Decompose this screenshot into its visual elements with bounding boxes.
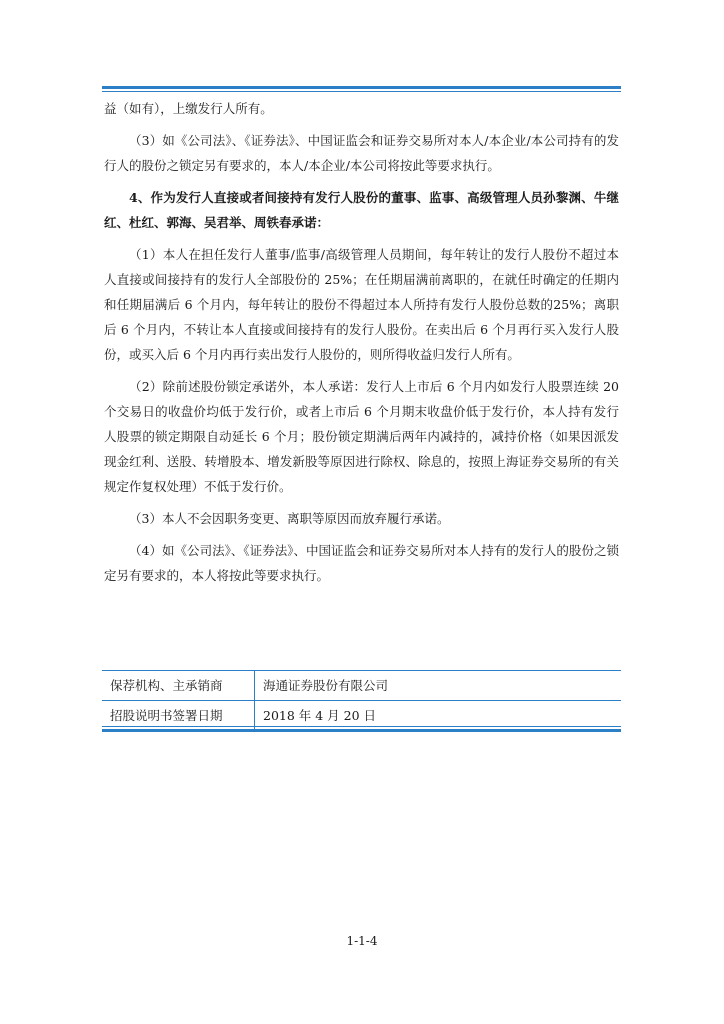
paragraph-commitment-2: （2）除前述股份锁定承诺外，本人承诺：发行人上市后 6 个月内如发行人股票连续 20 个交易日的收盘价均低于发行价，或者上市后 6 个月期末收盘价低于发行价，本人持有发行人股票的锁定期限自动延长 6 个月；股份锁定期满后两年内减持的，减持价格（如果因派发现金红利、送股、转增股本、增发新股等原因进行除权、除息的，按照上海证券交易所的有关规定作复权处理）不低于发行价。 <box>104 379 619 494</box>
header-rule-thick <box>102 86 621 89</box>
section-heading-4: 4、作为发行人直接或者间接持有发行人股份的董事、监事、高级管理人员孙黎渊、牛继红、杜红、郭海、吴君举、周铁春承诺： <box>104 190 619 230</box>
footer-rule-thick <box>102 729 621 732</box>
table-value-date: 2018 年 4 月 20 日 <box>263 708 377 723</box>
footer-rule-thin <box>102 726 621 727</box>
header-rule-thin <box>102 91 621 92</box>
paragraph-clause-3: （3）如《公司法》、《证券法》、中国证监会和证券交易所对本人/本企业/本公司持有的发行人的股份之锁定另有要求的，本人/本企业/本公司将按此等要求执行。 <box>104 133 619 173</box>
body-text <box>104 96 619 588</box>
paragraph-continuation: 益（如有），上缴发行人所有。 <box>104 101 273 116</box>
paragraph-commitment-3: （3）本人不会因职务变更、离职等原因而放弃履行承诺。 <box>129 511 450 526</box>
page-number: 1-1-4 <box>346 934 378 948</box>
table-key-sponsor: 保荐机构、主承销商 <box>102 671 255 700</box>
info-table <box>102 670 621 730</box>
paragraph-commitment-4: （4）如《公司法》、《证券法》、中国证监会和证券交易所对本人持有的发行人的股份之锁定另有要求的，本人将按此等要求执行。 <box>104 543 619 583</box>
table-value-sponsor: 海通证券股份有限公司 <box>263 678 389 693</box>
table-key-date: 招股说明书签署日期 <box>102 701 255 730</box>
paragraph-commitment-1: （1）本人在担任发行人董事/监事/高级管理人员期间，每年转让的发行人股份不超过本人直接或间接持有的发行人全部股份的 25%；在任期届满前离职的，在就任时确定的任期内和任期届满后 6 个月内，每年转让的股份不得超过本人所持有发行人股份总数的25%；离职后 6 个月内，不转让本人直接或间接持有的发行人股份。在卖出后 6 个月再行买入发行人股份，或买入后 6 个月内再行卖出发行人股份的，则所得收益归发行人所有。 <box>104 247 619 362</box>
table-row <box>102 671 621 701</box>
